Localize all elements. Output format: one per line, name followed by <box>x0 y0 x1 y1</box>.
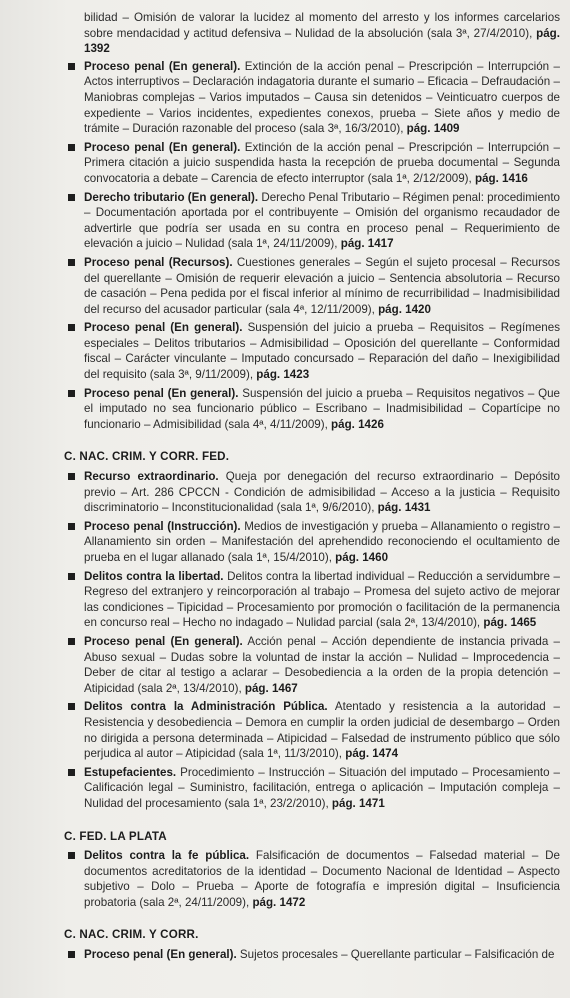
entry-text: bilidad – Omisión de valorar la lucidez al momento del arresto y los informes carcelarios sobre mendacidad y actitud defensiva – Nulidad de la absolución (sala 3ª, 27/4/2010), <box>84 11 560 40</box>
square-bullet-icon <box>68 573 75 580</box>
page-reference: pág. 1426 <box>331 417 384 431</box>
entry-heading: Estupefacientes. <box>84 765 177 779</box>
page-reference: pág. 1465 <box>483 616 537 630</box>
entry-text: Procedimiento – Instrucción – Situación del imputado – Procesamiento – Calificación legal – Suministro, facilitación, entrega o aplicación – Imputación compleja – Nulidad del procesamiento (sala 1ª, 23/2/2010), <box>84 765 560 810</box>
entry-text: Derecho Penal Tributario – Régimen penal: procedimiento – Documentación aportada por el contribuyente – Omisión del organismo recaudador de advertirle que podría ser usada en su contra en proceso penal – Requerimiento de elevación a juicio – Nulidad (sala 1ª, 24/11/2009), <box>84 190 561 251</box>
page-reference: pág. 1416 <box>475 171 528 185</box>
entry-heading: Derecho tributario (En general). <box>84 190 259 204</box>
page-reference: pág. 1472 <box>252 895 306 909</box>
entry-text: Sujetos procesales – Querellante particular – Falsificación de <box>236 948 555 962</box>
index-entry <box>64 569 560 631</box>
page-reference: pág. 1409 <box>406 122 460 136</box>
entry-text: Suspensión del juicio a prueba – Requisitos – Regímenes especiales – Delitos tributarios – Admisibilidad – Oposición del querellante – Conformidad fiscal – Carácter vinculante – Imputado concursado – Reparación del daño – Inexigibilidad del requisito (sala 3ª, 9/11/2009), <box>84 321 560 382</box>
square-bullet-icon <box>68 852 75 859</box>
square-bullet-icon <box>68 473 75 480</box>
entry-heading: Proceso penal (En general). <box>84 59 241 73</box>
index-entry <box>64 848 560 910</box>
page-reference: pág. 1431 <box>377 501 431 515</box>
square-bullet-icon <box>68 63 75 70</box>
square-bullet-icon <box>68 194 75 201</box>
entry-text: Suspensión del juicio a prueba – Requisitos negativos – Que el imputado no sea funcionario público – Escribano – Inadmisibilidad – Copartícipe no funcionario – Admisibilidad (sala 4ª, 4/11/2009), <box>84 386 560 431</box>
square-bullet-icon <box>68 144 75 151</box>
page-reference: pág. 1474 <box>345 747 399 761</box>
index-entry <box>64 140 560 187</box>
index-column <box>64 10 560 966</box>
page-reference: pág. 1460 <box>335 551 389 564</box>
entry-heading: Proceso penal (Instrucción). <box>84 519 241 533</box>
entry-heading: Delitos contra la libertad. <box>84 569 224 583</box>
entry-text: Delitos contra la libertad individual – Reducción a servidumbre – Regreso del extranjero y reincorporación al trabajo – Promesa del sujeto activo de mejorar las condiciones – Tipicidad – Procesamiento por promoción o facilitación de la permanencia en concurso real – Hecho no indagado – Nulidad parcial (sala 2ª, 13/4/2010), <box>84 569 560 630</box>
court-section-heading: C. NAC. CRIM. Y CORR. <box>64 928 199 942</box>
entry-heading: Proceso penal (En general). <box>84 634 243 648</box>
square-bullet-icon <box>68 638 75 645</box>
index-entry <box>64 59 560 137</box>
index-entry <box>64 519 560 566</box>
square-bullet-icon <box>68 390 75 397</box>
page-reference: pág. 1471 <box>331 796 385 810</box>
entry-text: Extinción de la acción penal – Prescripción – Interrupción – Actos interruptivos – Declaración indagatoria durante el sumario – Eficacia – Defraudación – Maniobras complejas – Varios imputados – Causa sin detenidos – Veinticuatro cuerpos de expediente – Varios incidentes, expedientes conexos, prueba – Siete años y medio de trámite – Duración razonable del proceso (sala 3ª, 16/3/2010), <box>84 59 560 136</box>
court-section-heading: C. FED. LA PLATA <box>64 829 167 843</box>
index-entry <box>64 947 560 963</box>
page-reference: pág. 1467 <box>244 681 298 695</box>
page-reference: pág. 1392 <box>84 26 560 56</box>
entry-heading: Proceso penal (En general). <box>84 948 237 962</box>
index-entry <box>64 634 560 696</box>
court-section-heading: C. NAC. CRIM. Y CORR. FED. <box>64 450 230 464</box>
square-bullet-icon <box>68 523 75 530</box>
index-entry <box>64 190 560 252</box>
index-entry <box>64 386 560 433</box>
entry-heading: Delitos contra la Administración Pública. <box>84 700 328 714</box>
index-entry <box>64 469 560 516</box>
page-reference: pág. 1417 <box>340 237 394 251</box>
index-entry <box>64 699 560 761</box>
entry-heading: Proceso penal (Recursos). <box>84 255 233 269</box>
entry-heading: Proceso penal (En general). <box>84 140 241 154</box>
entry-text: Atentado y resistencia a la autoridad – Resistencia y desobediencia – Demora en cumplir la orden judicial de desembargo – Orden no dirigida a persona determinada – Atipicidad – Falsedad de instrumento público que sólo perjudica al autor – Atipicidad (sala 1ª, 11/3/2010), <box>84 700 560 761</box>
continued-entry <box>64 10 560 57</box>
entry-heading: Proceso penal (En general). <box>84 321 243 335</box>
square-bullet-icon <box>68 703 75 710</box>
index-entry <box>64 765 560 812</box>
entry-text: Cuestiones generales – Según el sujeto procesal – Recursos del querellante – Omisión de requerir elevación a juicio – Sentencia absolutoria – Recurso de casación – Pena pedida por el fiscal inferior al mínimo de recurribilidad – Inadmisibilidad del recurso del acusador particular (sala 4ª, 12/11/2009), <box>84 255 560 316</box>
square-bullet-icon <box>68 951 75 958</box>
square-bullet-icon <box>68 324 75 331</box>
entry-text: Falsificación de documentos – Falsedad material – De documentos acreditatorios de la identidad – Documento Nacional de Identidad – Aspecto subjetivo – Dolo – Prueba – Aporte de fotografía e impresión digital – Insuficiencia probatoria (sala 2ª, 24/11/2009), <box>84 849 560 909</box>
square-bullet-icon <box>68 769 75 776</box>
page-reference: pág. 1423 <box>256 368 310 382</box>
entry-heading: Recurso extraordinario. <box>84 470 219 484</box>
entry-text: Extinción de la acción penal – Prescripción – Interrupción – Primera citación a juicio suspendida hasta la recepción de prueba documental – Segunda convocatoria a debate – Carencia de efecto interruptor (sala 1ª, 2/12/2009), <box>84 140 560 185</box>
entry-text: Medios de investigación y prueba – Allanamiento o registro – Allanamiento sin orden – Manifestación del aprehendido reconociendo el ocultamiento de prueba en el lugar allanado (sala 1ª, 15/4/2010), <box>84 519 560 564</box>
square-bullet-icon <box>68 259 75 266</box>
entry-text: Acción penal – Acción dependiente de instancia privada – Abuso sexual – Dudas sobre la voluntad de instar la acción – Nulidad – Improcedencia – Deber de citar al testigo a aclarar – Desobediencia a la orden de la propia detención – Atipicidad (sala 2ª, 13/4/2010), <box>84 634 560 695</box>
entry-text: Queja por denegación del recurso extraordinario – Depósito previo – Art. 286 CPCCN - Condición de admisibilidad – Acceso a la justicia – Requisito discriminatorio – Inconstitucionalidad (sala 1ª, 9/6/2010), <box>84 470 560 515</box>
index-entry <box>64 255 560 317</box>
entry-heading: Delitos contra la fe pública. <box>84 849 250 863</box>
page-reference: pág. 1420 <box>378 302 431 316</box>
entry-heading: Proceso penal (En general). <box>84 386 239 400</box>
index-entry <box>64 320 560 382</box>
